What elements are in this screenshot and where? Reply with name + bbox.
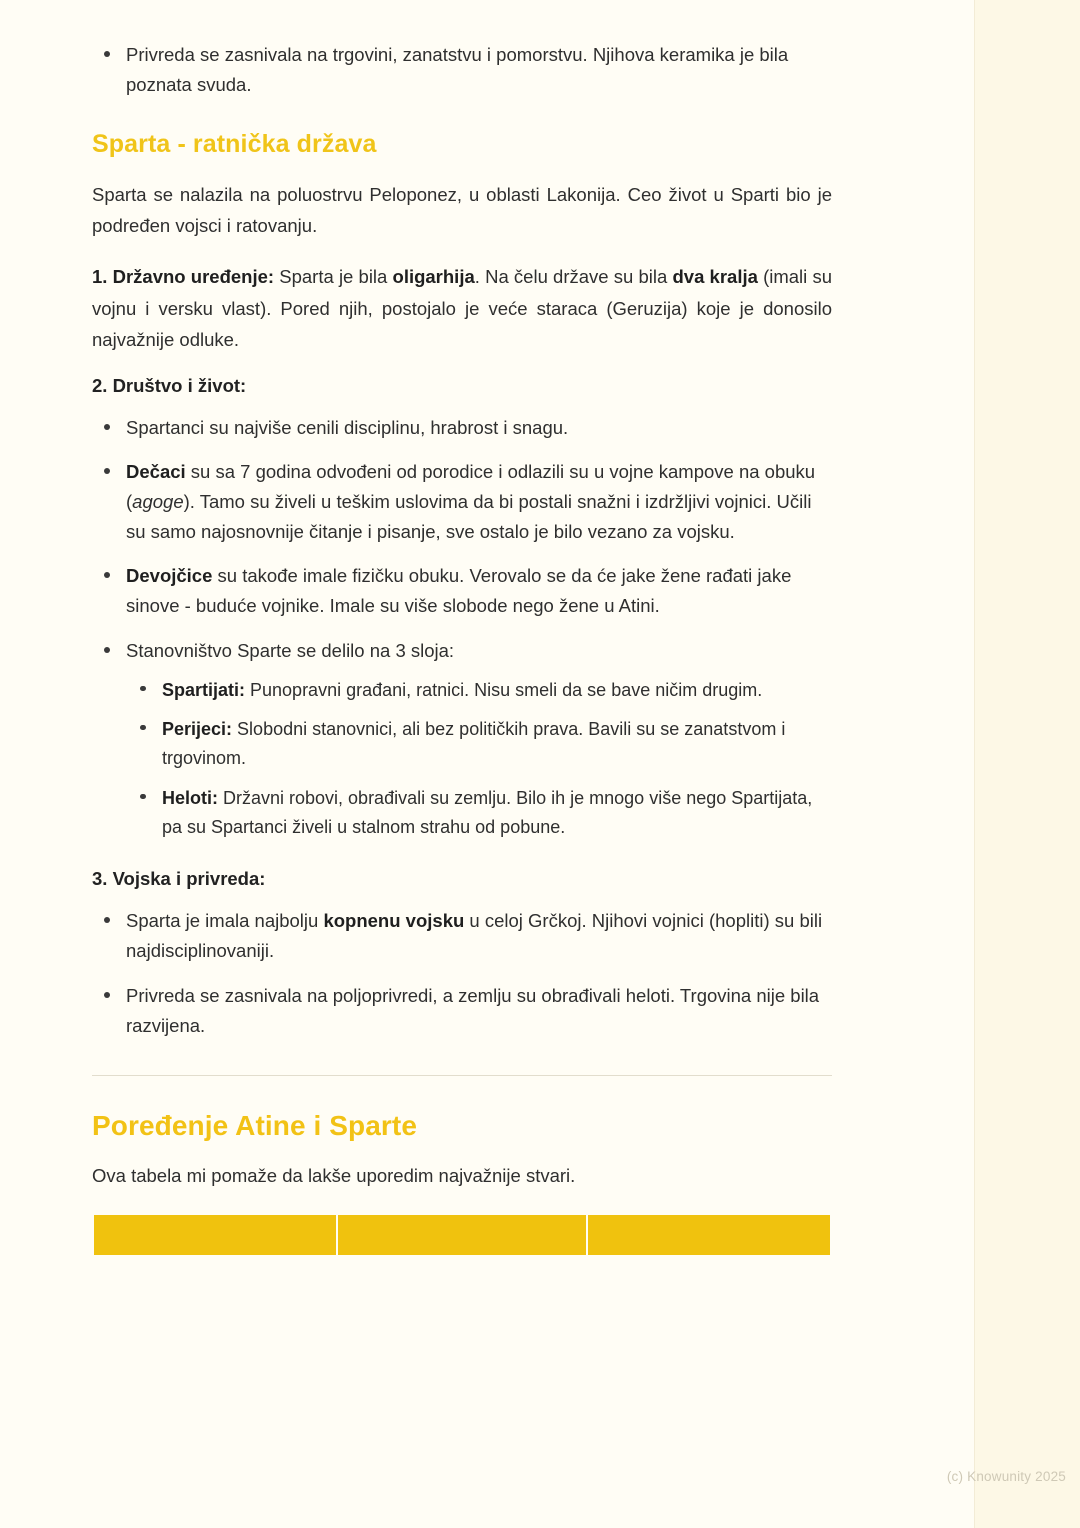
section-title-sparta: Sparta - ratnička država [92,130,377,159]
sparta-intro-paragraph: Sparta se nalazila na poluostrvu Peloponez, u oblasti Lakonija. Ceo život u Sparti bio je podređen vojsci i ratovanju. [92,184,832,237]
table-row [93,1214,831,1255]
bullet-text: Privreda se zasnivala na trgovini, zanatstvu i pomorstvu. Njihova keramika je bila poznata svuda. [126,44,789,96]
society-bullet-list [92,413,832,843]
sparta-point-2-heading: 2. Društvo i život: [92,374,247,396]
army-bullet-0-text-a: Sparta je imala najbolju [126,910,324,932]
watermark: (c) Knowunity 2025 [946,1469,1066,1484]
point-1-text-b: . Na čelu države su bila [474,266,673,288]
society-bullet-1-bold: Dečaci [126,460,186,482]
intro-bullet-list [92,40,832,100]
class-2-text: Državni robovi, obrađivali su zemlju. Bilo ih je mnogo više nego Spartijata, pa su Spartanci živeli u stalnom strahu od pobune. [162,787,813,837]
class-0-text: Punopravni građani, ratnici. Nisu smeli da se bave ničim drugim. [245,679,763,700]
point-1-text-a: Sparta je bila [274,266,393,288]
sparta-point-3-heading: 3. Vojska i privreda: [92,868,266,890]
table-header-cell-2 [337,1214,588,1255]
list-item [126,784,832,843]
society-bullet-2-text: su takođe imale fizičku obuku. Verovalo se da će jake žene rađati jake sinove - buduće vojnike. Imale su više slobode nego žene u Atini. [126,565,792,617]
class-2-bold: Heloti: [162,787,218,808]
section-divider [92,1075,832,1076]
army-bullet-1-text-a: Privreda se zasnivala na poljoprivredi, a zemlju su obrađivali heloti. Trgovina nije bila razvijena. [126,984,820,1036]
army-bullet-0-bold: kopnenu vojsku [323,910,465,932]
society-bullet-3-text: Stanovništvo Sparte se delilo na 3 sloja: [126,639,455,661]
army-bullet-0-text-b: u celoj Grčkoj. Njihovi vojnici (hopliti) su bili najdisciplinovaniji. [126,910,823,962]
list-item [92,636,832,843]
society-bullet-1-text: su sa 7 godina odvođeni od porodice i odlazili su u vojne kampove na obuku ( [126,460,816,512]
point-1-bold-a: oligarhija [392,266,475,288]
point-1-bold-b: dva kralja [672,266,758,288]
section-title-comparison: Poređenje Atine i Sparte [92,1109,418,1141]
list-item [92,413,832,443]
table-header-cell-3 [587,1214,831,1255]
society-bullet-0-text: Spartanci su najviše cenili disciplinu, hrabrost i snagu. [126,416,569,438]
document-content [92,40,832,1255]
class-1-bold: Perijeci: [162,718,233,739]
table-header-row [93,1214,831,1255]
social-classes-list [126,676,832,843]
list-item [92,981,832,1041]
point-1-text-c: (imali su vojnu i versku vlast). Pored njih, postojalo je veće staraca (Geruzija) koje je donosilo najvažnije odluke. [92,266,833,350]
list-item [92,561,832,621]
comparison-table [92,1213,832,1255]
list-item [126,715,832,774]
list-item [92,40,832,100]
table-header-cell-1 [93,1214,337,1255]
society-bullet-1-text2: ). Tamo su živeli u teškim uslovima da bi postali snažni i izdržljivi vojnici. Učili su samo najosnovnije čitanje i pisanje, sve ostalo je bilo vezano za vojsku. [126,490,812,543]
list-item [92,906,832,966]
society-bullet-2-bold: Devojčice [126,565,213,587]
point-1-label: 1. Državno uređenje: [92,266,275,288]
comparison-intro-paragraph: Ova tabela mi pomaže da lakše uporedim najvažnije stvari. [92,1164,576,1186]
sparta-point-1 [92,261,832,354]
society-bullet-1-italic: agoge [132,490,184,512]
list-item [126,676,832,705]
page-right-margin [974,0,1080,1528]
army-bullet-list [92,906,832,1041]
class-0-bold: Spartijati: [162,679,246,700]
class-1-text: Slobodni stanovnici, ali bez političkih prava. Bavili su se zanatstvom i trgovinom. [162,718,786,769]
list-item [92,457,832,547]
